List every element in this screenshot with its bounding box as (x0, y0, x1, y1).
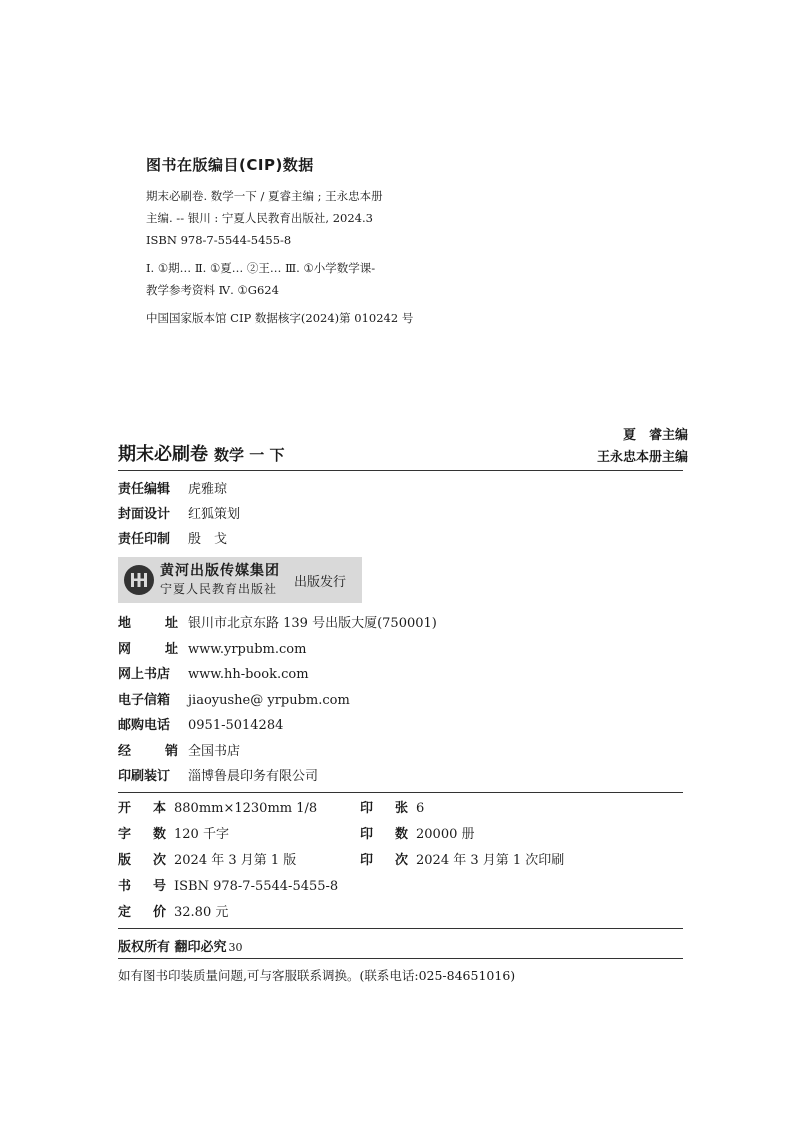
publisher-name: 宁夏人民教育出版社 (160, 582, 278, 596)
service-notice: 如有图书印装质量问题,可与客服联系调换。(联系电话:025-84651016) (118, 968, 516, 983)
staff-label: 责任编辑 (118, 482, 171, 497)
spec-label: 书 号 (118, 879, 166, 894)
info-row (118, 689, 437, 715)
info-value: jiaoyushe@ yrpubm.com (188, 692, 350, 708)
rights-number: 30 (228, 941, 243, 954)
info-row (118, 612, 437, 638)
spec-value: 880mm×1230mm 1/8 (174, 801, 318, 816)
cip-line-4: Ⅰ. ①期… Ⅱ. ①夏… ②王… Ⅲ. ①小学数学课- (146, 261, 376, 275)
staff-value: 虎雅琼 (188, 482, 228, 497)
info-row (118, 765, 437, 791)
staff-label: 封面设计 (118, 507, 171, 522)
spec-row (118, 901, 683, 927)
info-label: 邮购电话 (118, 718, 171, 733)
staff-list (118, 478, 240, 553)
info-label: 网上书店 (118, 667, 171, 682)
info-value: 淄博鲁晨印务有限公司 (188, 769, 319, 784)
spec-value: 32.80 元 (174, 905, 229, 920)
staff-row (118, 503, 240, 528)
staff-row (118, 478, 240, 503)
spec-label: 印 张 (360, 801, 408, 816)
info-value: www.hh-book.com (188, 667, 309, 682)
info-value: 0951-5014284 (188, 718, 284, 733)
spec-label: 印 数 (360, 827, 408, 842)
info-row (118, 638, 437, 664)
cip-line-6: 中国国家版本馆 CIP 数据核字(2024)第 010242 号 (146, 311, 414, 325)
spec-label: 定 价 (118, 905, 166, 920)
info-label: 经 销 (118, 743, 178, 759)
cip-line-1: 期末必刷卷. 数学一下 / 夏睿主编 ; 王永忠本册 (146, 189, 383, 203)
spec-row (118, 823, 683, 849)
editor-line-2: 王永忠本册主编 (596, 450, 688, 465)
cip-title: 图书在版编目(CIP)数据 (146, 156, 314, 174)
info-label: 网 址 (118, 641, 178, 657)
cip-block (146, 154, 446, 329)
rights-statement (118, 936, 243, 955)
spec-value: 2024 年 3 月第 1 版 (174, 853, 297, 868)
cip-isbn: ISBN 978-7-5544-5455-8 (146, 233, 292, 247)
publication-info (118, 612, 437, 791)
info-label: 印刷装订 (118, 769, 171, 784)
info-value: 银川市北京东路 139 号出版大厦(750001) (188, 616, 437, 631)
spec-label: 印 次 (360, 853, 408, 868)
specs-table (118, 797, 683, 927)
publisher-group-name: 黄河出版传媒集团 (160, 563, 280, 579)
info-value: 全国书店 (188, 743, 241, 759)
info-label: 地 址 (118, 616, 178, 631)
publisher-box (118, 557, 362, 603)
spec-row (118, 849, 683, 875)
info-row (118, 740, 437, 766)
publisher-role: 出版发行 (294, 574, 347, 590)
book-subtitle: 数学 一 下 (214, 446, 285, 464)
editors (597, 425, 688, 469)
publisher-logo-icon (124, 565, 154, 595)
staff-value: 殷 戈 (188, 532, 228, 547)
spec-label: 版 次 (118, 853, 166, 868)
divider (118, 792, 683, 793)
divider (118, 470, 683, 471)
spec-label: 字 数 (118, 827, 166, 842)
spec-value: 6 (416, 801, 425, 816)
rights-text: 版权所有 翻印必究 (118, 940, 227, 955)
publisher-names (160, 562, 280, 598)
spec-row (118, 797, 683, 823)
info-value: www.yrpubm.com (188, 641, 307, 657)
spec-value: 120 千字 (174, 827, 229, 842)
staff-row (118, 528, 240, 553)
staff-label: 责任印制 (118, 532, 171, 547)
spec-label: 开 本 (118, 801, 166, 816)
cip-line-5: 教学参考资料 Ⅳ. ①G624 (146, 283, 279, 297)
info-row (118, 714, 437, 740)
cip-line-2: 主编. -- 银川 : 宁夏人民教育出版社, 2024.3 (146, 211, 373, 225)
divider (118, 928, 683, 929)
book-title (118, 440, 284, 466)
book-title-main: 期末必刷卷 (118, 444, 208, 465)
staff-value: 红狐策划 (188, 507, 241, 522)
spec-value: ISBN 978-7-5544-5455-8 (174, 879, 339, 894)
info-row (118, 663, 437, 689)
editor-line-1: 夏 睿主编 (622, 428, 688, 443)
spec-row (118, 875, 683, 901)
spec-value: 20000 册 (416, 827, 475, 842)
info-label: 电子信箱 (118, 692, 171, 708)
spec-value: 2024 年 3 月第 1 次印刷 (416, 853, 565, 868)
divider (118, 958, 683, 959)
